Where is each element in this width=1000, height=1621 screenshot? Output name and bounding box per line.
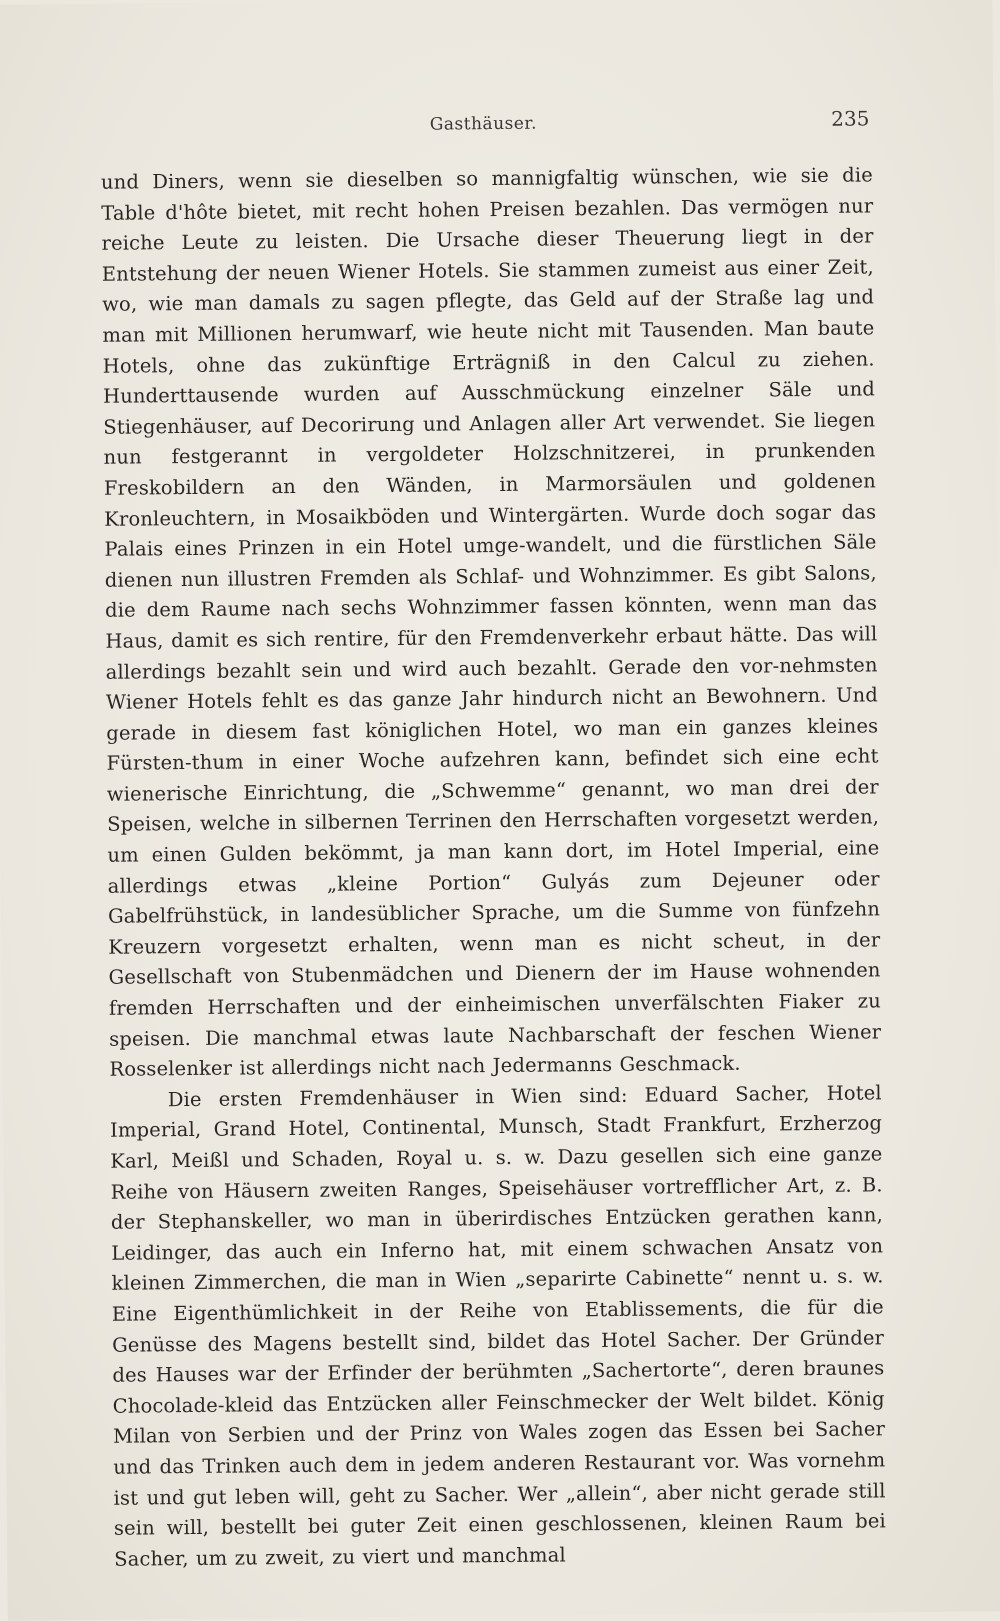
running-title: Gasthäuser.: [429, 113, 538, 135]
body-text: [101, 160, 886, 1575]
running-head: [97, 106, 869, 143]
paragraph: und Diners, wenn sie dieselben so mannigfaltig wünschen, wie sie die Table d'hôte bietet, mit recht hohen Preisen bezahlen. Das vermögen nur reiche Leute zu leisten. Die Ursache dieser Theuerung liegt in der Entstehung der neuen Wiener Hotels. Sie stammen zumeist aus einer Zeit, wo, wie man damals zu sagen pflegte, das Geld auf der Straße lag und man mit Millionen herumwarf, wie heute nicht mit Tausenden. Man baute Hotels, ohne das zukünftige Erträgniß in den Calcul zu ziehen. Hunderttausende wurden auf Ausschmückung einzelner Säle und Stiegenhäuser, auf Decorirung und Anlagen aller Art verwendet. Sie liegen nun festgerannt in vergoldeter Holzschnitzerei, in prunkenden Freskobildern an den Wänden, in Marmorsäulen und goldenen Kronleuchtern, in Mosaikböden und Wintergärten. Wurde doch sogar das Palais eines Prinzen in ein Hotel umge-wandelt, und die fürstlichen Säle dienen nun illustren Fremden als Schlaf- und Wohnzimmer. Es gibt Salons, die dem Raume nach sechs Wohnzimmer fassen könnten, wenn man das Haus, damit es sich rentire, für den Fremdenverkehr erbaut hätte. Das will allerdings bezahlt sein und wird auch bezahlt. Gerade den vor-nehmsten Wiener Hotels fehlt es das ganze Jahr hindurch nicht an Bewohnern. Und gerade in diesem fast königlichen Hotel, wo man ein ganzes kleines Fürsten-thum in einer Woche aufzehren kann, befindet sich eine echt wienerische Einrichtung, die „Schwemme“ genannt, wo man drei der Speisen, welche in silbernen Terrinen den Herrschaften vorgesetzt werden, um einen Gulden bekömmt, ja man kann dort, im Hotel Imperial, eine allerdings etwas „kleine Portion“ Gulyás zum Dejeuner oder Gabelfrühstück, in landesüblicher Sprache, um die Summe von fünfzehn Kreuzern vorgesetzt erhalten, wenn man es nicht scheut, in der Gesellschaft von Stubenmädchen und Dienern der im Hause wohnenden fremden Herrschaften und der einheimischen unverfälschten Fiaker zu speisen. Die manchmal etwas laute Nachbarschaft der feschen Wiener Rosselenker ist allerdings nicht nach Jedermanns Geschmack.: [100, 163, 882, 1081]
page-number: 235: [831, 106, 870, 131]
paragraph: Die ersten Fremdenhäuser in Wien sind: Eduard Sacher, Hotel Imperial, Grand Hotel, Continental, Munsch, Stadt Frankfurt, Erzherzog Karl, Meißl und Schaden, Royal u. s. w. Dazu gesellen sich eine ganze Reihe von Häusern zweiten Ranges, Speisehäuser vortrefflicher Art, z. B. der Stephanskeller, wo man in überirdisches Entzücken gerathen kann, Leidinger, das auch ein Inferno hat, mit einem schwachen Ansatz von kleinen Zimmerchen, die man in Wien „separirte Cabinette“ nennt u. s. w. Eine Eigenthümlichkeit in der Reihe von Etablissements, die für die Genüsse des Magens bestellt sind, bildet das Hotel Sacher. Der Gründer des Hauses war der Erfinder der berühmten „Sachertorte“, deren braunes Chocolade-kleid das Entzücken aller Feinschmecker der Welt bildet. König Milan von Serbien und der Prinz von Wales zogen das Essen bei Sacher und das Trinken auch dem in jedem anderen Restaurant vor. Was vornehm ist und gut leben will, geht zu Sacher. Wer „allein“, aber nicht gerade still sein will, bestellt bei guter Zeit einen geschlossenen, kleinen Raum bei Sacher, um zu zweit, zu viert und manchmal: [109, 1081, 886, 1571]
